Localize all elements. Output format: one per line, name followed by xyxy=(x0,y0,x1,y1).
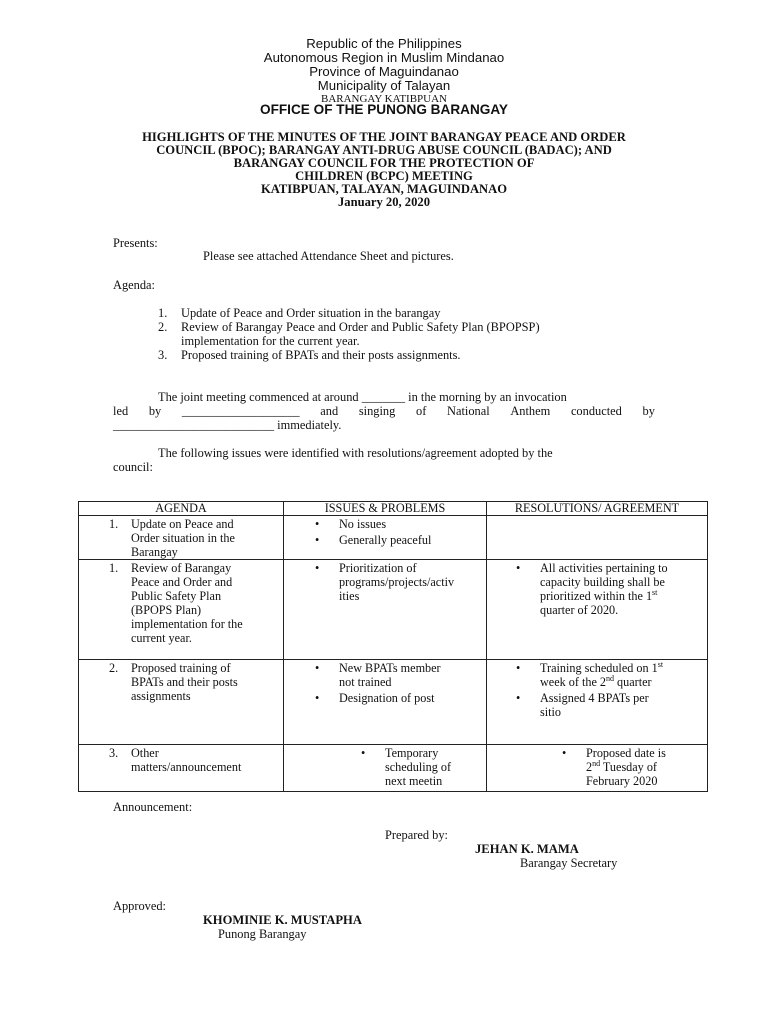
approved-by-position: Punong Barangay xyxy=(218,927,307,941)
minutes-title-line2: COUNCIL (BPOC); BARANGAY ANTI-DRUG ABUSE COUNCIL (BADAC); AND xyxy=(156,143,612,157)
table-row xyxy=(79,516,708,560)
minutes-location: KATIBPUAN, TALAYAN, MAGUINDANAO xyxy=(260,182,508,196)
issues-cell: • No issues • Generally peaceful xyxy=(284,516,487,560)
meeting-commenced-line1: The joint meeting commenced at around _______ in the morning by an invocation xyxy=(158,390,567,404)
table-row xyxy=(79,745,708,792)
resolutions-cell: • Proposed date is 2nd Tuesday of February 2020 xyxy=(487,745,708,792)
issues-cell: • Prioritization of programs/projects/activ ities xyxy=(284,560,487,660)
issues-cell: • Temporary scheduling of next meetin xyxy=(284,745,487,792)
table-header-row xyxy=(79,502,708,516)
presents-label: Presents: xyxy=(113,236,158,250)
table-row xyxy=(79,660,708,745)
agenda-label: Agenda: xyxy=(113,278,155,292)
letterhead-municipality: Municipality of Talayan xyxy=(317,78,451,93)
bullet-icon: • xyxy=(315,533,320,547)
agenda-cell: 1. Review of Barangay Peace and Order and Public Safety Plan (BPOPS Plan) implementation for the current year. xyxy=(79,560,284,660)
resolutions-cell: • Training scheduled on 1st week of the 2nd quarter • Assigned 4 BPATs per sitio xyxy=(487,660,708,745)
resolutions-cell: • All activities pertaining to capacity building shall be prioritized within the 1st quarter of 2020. xyxy=(487,560,708,660)
announcement-label: Announcement: xyxy=(113,800,193,814)
resolutions-cell xyxy=(487,516,708,560)
agenda-cell: 2. Proposed training of BPATs and their posts assignments xyxy=(79,660,284,745)
bullet-icon: • xyxy=(562,746,567,760)
prepared-by-label: Prepared by: xyxy=(385,828,448,842)
header-resolutions: RESOLUTIONS/ AGREEMENT xyxy=(487,502,708,516)
issues-intro-line2: council: xyxy=(113,460,153,474)
bullet-icon: • xyxy=(315,561,320,575)
letterhead-republic: Republic of the Philippines xyxy=(306,36,462,51)
issues-table xyxy=(78,501,708,792)
table-row xyxy=(79,560,708,660)
meeting-commenced-line2: led by ___________________ and singing of National Anthem conducted by xyxy=(113,404,655,418)
letterhead-barangay: BARANGAY KATIBPUAN xyxy=(320,93,447,105)
sup-line: prioritized within the 1st xyxy=(540,587,658,603)
approved-label: Approved: xyxy=(113,899,166,913)
meeting-commenced-line3: __________________________ immediately. xyxy=(113,418,342,432)
agenda-cell: 3. Other matters/announcement xyxy=(79,745,284,792)
bullet-icon: • xyxy=(361,746,366,760)
header-issues: ISSUES & PROBLEMS xyxy=(284,502,487,516)
prepared-by-position: Barangay Secretary xyxy=(520,856,618,870)
bullet-icon: • xyxy=(315,691,320,705)
bullet-icon: • xyxy=(516,561,521,575)
approved-by-name: KHOMINIE K. MUSTAPHA xyxy=(203,913,362,927)
issues-cell: • New BPATs member not trained • Designation of post xyxy=(284,660,487,745)
bullet-icon: • xyxy=(516,661,521,675)
letterhead-region: Autonomous Region in Muslim Mindanao xyxy=(263,50,505,65)
minutes-date: January 20, 2020 xyxy=(337,195,430,209)
bullet-icon: • xyxy=(315,661,320,675)
presents-text: Please see attached Attendance Sheet and pictures. xyxy=(203,249,454,263)
bullet-icon: • xyxy=(315,517,320,531)
minutes-title-line1: HIGHLIGHTS OF THE MINUTES OF THE JOINT BARANGAY PEACE AND ORDER xyxy=(142,130,626,144)
bullet-icon: • xyxy=(516,691,521,705)
agenda-cell: 1. Update on Peace and Order situation in the Barangay xyxy=(79,516,284,560)
prepared-by-name: JEHAN K. MAMA xyxy=(475,842,579,856)
letterhead-province: Province of Maguindanao xyxy=(309,64,459,79)
minutes-title-line3: BARANGAY COUNCIL FOR THE PROTECTION OF xyxy=(233,156,535,170)
office-title: OFFICE OF THE PUNONG BARANGAY xyxy=(260,102,508,117)
issues-intro-line1: The following issues were identified with resolutions/agreement adopted by the xyxy=(158,446,553,460)
minutes-title-line4: CHILDREN (BCPC) MEETING xyxy=(295,169,473,183)
header-agenda: AGENDA xyxy=(79,502,284,516)
